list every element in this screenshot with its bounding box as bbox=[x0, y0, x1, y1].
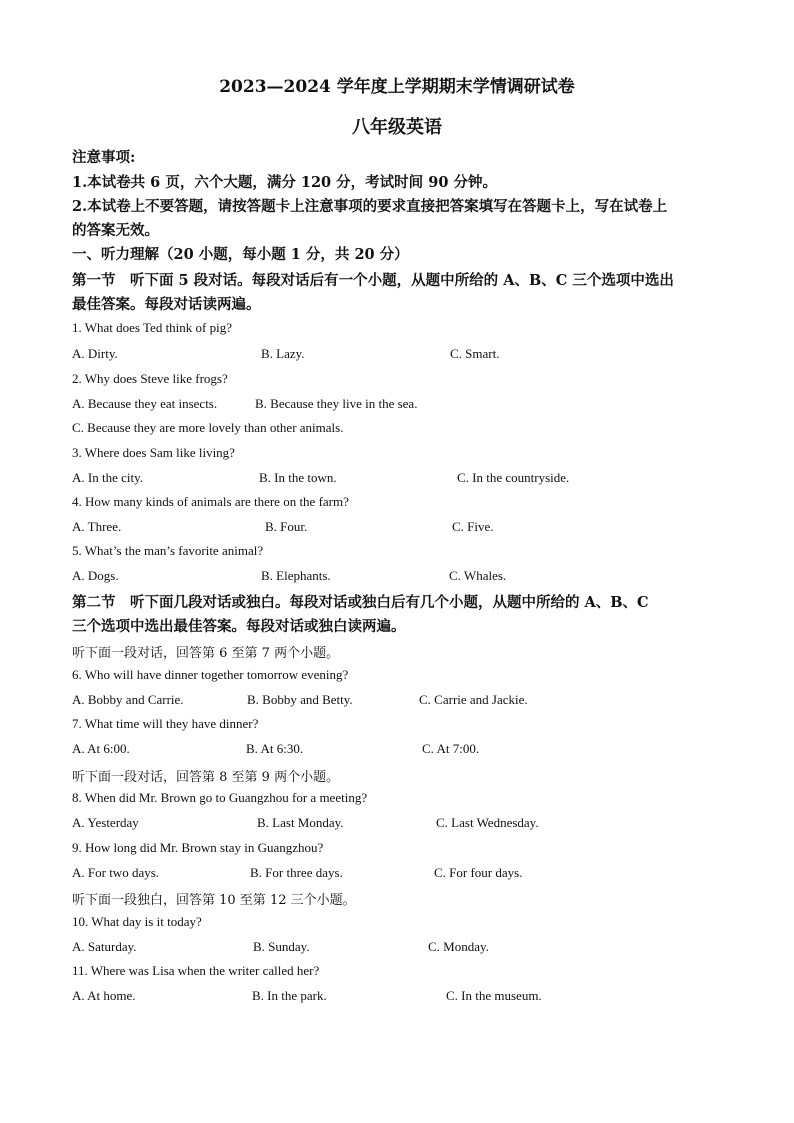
exam-subtitle: 八年级英语 bbox=[352, 117, 442, 138]
question-10: 10. What day is it today? bbox=[72, 914, 202, 929]
question-1: 1. What does Ted think of pig? bbox=[72, 320, 232, 335]
notice-heading: 注意事项: bbox=[72, 149, 136, 166]
question-7-option-b: B. At 6:30. bbox=[246, 741, 304, 756]
intro-6-7: 听下面一段对话，回答第 6 至第 7 两个小题。 bbox=[72, 646, 340, 661]
question-5-option-b: B. Elephants. bbox=[261, 568, 331, 583]
question-6-option-c: C. Carrie and Jackie. bbox=[419, 692, 528, 707]
question-1-option-a: A. Dirty. bbox=[72, 346, 118, 361]
intro-8-9: 听下面一段对话，回答第 8 至第 9 两个小题。 bbox=[72, 770, 340, 785]
notice-line-1: 1.本试卷共 6 页，六个大题，满分 120 分，考试时间 90 分钟。 bbox=[72, 174, 497, 191]
question-8-option-a: A. Yesterday bbox=[72, 815, 139, 830]
question-7-option-a: A. At 6:00. bbox=[72, 741, 130, 756]
question-6-option-b: B. Bobby and Betty. bbox=[247, 692, 353, 707]
question-5-option-a: A. Dogs. bbox=[72, 568, 119, 583]
question-11: 11. Where was Lisa when the writer called her? bbox=[72, 963, 320, 978]
notice-line-2b: 的答案无效。 bbox=[72, 222, 159, 239]
question-8-option-c: C. Last Wednesday. bbox=[436, 815, 539, 830]
question-9: 9. How long did Mr. Brown stay in Guangzhou? bbox=[72, 840, 324, 855]
question-6-option-a: A. Bobby and Carrie. bbox=[72, 692, 184, 707]
section2-instruction-b: 三个选项中选出最佳答案。每段对话或独白读两遍。 bbox=[72, 618, 406, 635]
question-4-option-b: B. Four. bbox=[265, 519, 308, 534]
question-6: 6. Who will have dinner together tomorrow evening? bbox=[72, 667, 349, 682]
question-8: 8. When did Mr. Brown go to Guangzhou for a meeting? bbox=[72, 790, 368, 805]
notice-line-2a: 2.本试卷上不要答题，请按答题卡上注意事项的要求直接把答案填写在答题卡上，写在试卷上 bbox=[72, 198, 668, 215]
question-9-option-c: C. For four days. bbox=[434, 865, 523, 880]
question-3: 3. Where does Sam like living? bbox=[72, 445, 235, 460]
question-10-option-b: B. Sunday. bbox=[253, 939, 310, 954]
question-10-option-a: A. Saturday. bbox=[72, 939, 137, 954]
question-2-option-a: A. Because they eat insects. bbox=[72, 396, 218, 411]
question-3-option-a: A. In the city. bbox=[72, 470, 143, 485]
question-4: 4. How many kinds of animals are there on the farm? bbox=[72, 494, 349, 509]
question-4-option-a: A. Three. bbox=[72, 519, 122, 534]
section1-instruction-b: 最佳答案。每段对话读两遍。 bbox=[72, 296, 261, 313]
question-3-option-b: B. In the town. bbox=[259, 470, 337, 485]
question-2: 2. Why does Steve like frogs? bbox=[72, 371, 228, 386]
question-10-option-c: C. Monday. bbox=[428, 939, 489, 954]
question-1-option-c: C. Smart. bbox=[450, 346, 500, 361]
intro-10-12: 听下面一段独白，回答第 10 至第 12 三个小题。 bbox=[72, 893, 356, 908]
question-8-option-b: B. Last Monday. bbox=[257, 815, 344, 830]
question-9-option-a: A. For two days. bbox=[72, 865, 160, 880]
question-7-option-c: C. At 7:00. bbox=[422, 741, 480, 756]
question-4-option-c: C. Five. bbox=[452, 519, 494, 534]
question-1-option-b: B. Lazy. bbox=[261, 346, 305, 361]
question-2-option-b: B. Because they live in the sea. bbox=[255, 396, 418, 411]
question-2-option-c: C. Because they are more lovely than other animals. bbox=[72, 420, 344, 435]
question-3-option-c: C. In the countryside. bbox=[457, 470, 570, 485]
question-11-option-a: A. At home. bbox=[72, 988, 136, 1003]
section2-instruction-a: 第二节 听下面几段对话或独白。每段对话或独白后有几个小题，从题中所给的 A、B、C bbox=[72, 594, 649, 611]
exam-title: 2023—2024 学年度上学期期末学情调研试卷 bbox=[219, 77, 575, 97]
part1-heading: 一、听力理解（20 小题，每小题 1 分，共 20 分） bbox=[72, 246, 409, 263]
question-7: 7. What time will they have dinner? bbox=[72, 716, 259, 731]
question-11-option-b: B. In the park. bbox=[252, 988, 327, 1003]
question-9-option-b: B. For three days. bbox=[250, 865, 343, 880]
question-5: 5. What’s the man’s favorite animal? bbox=[72, 543, 264, 558]
question-5-option-c: C. Whales. bbox=[449, 568, 507, 583]
section1-instruction-a: 第一节 听下面 5 段对话。每段对话后有一个小题，从题中所给的 A、B、C 三个选项中选出 bbox=[72, 272, 674, 289]
question-11-option-c: C. In the museum. bbox=[446, 988, 542, 1003]
